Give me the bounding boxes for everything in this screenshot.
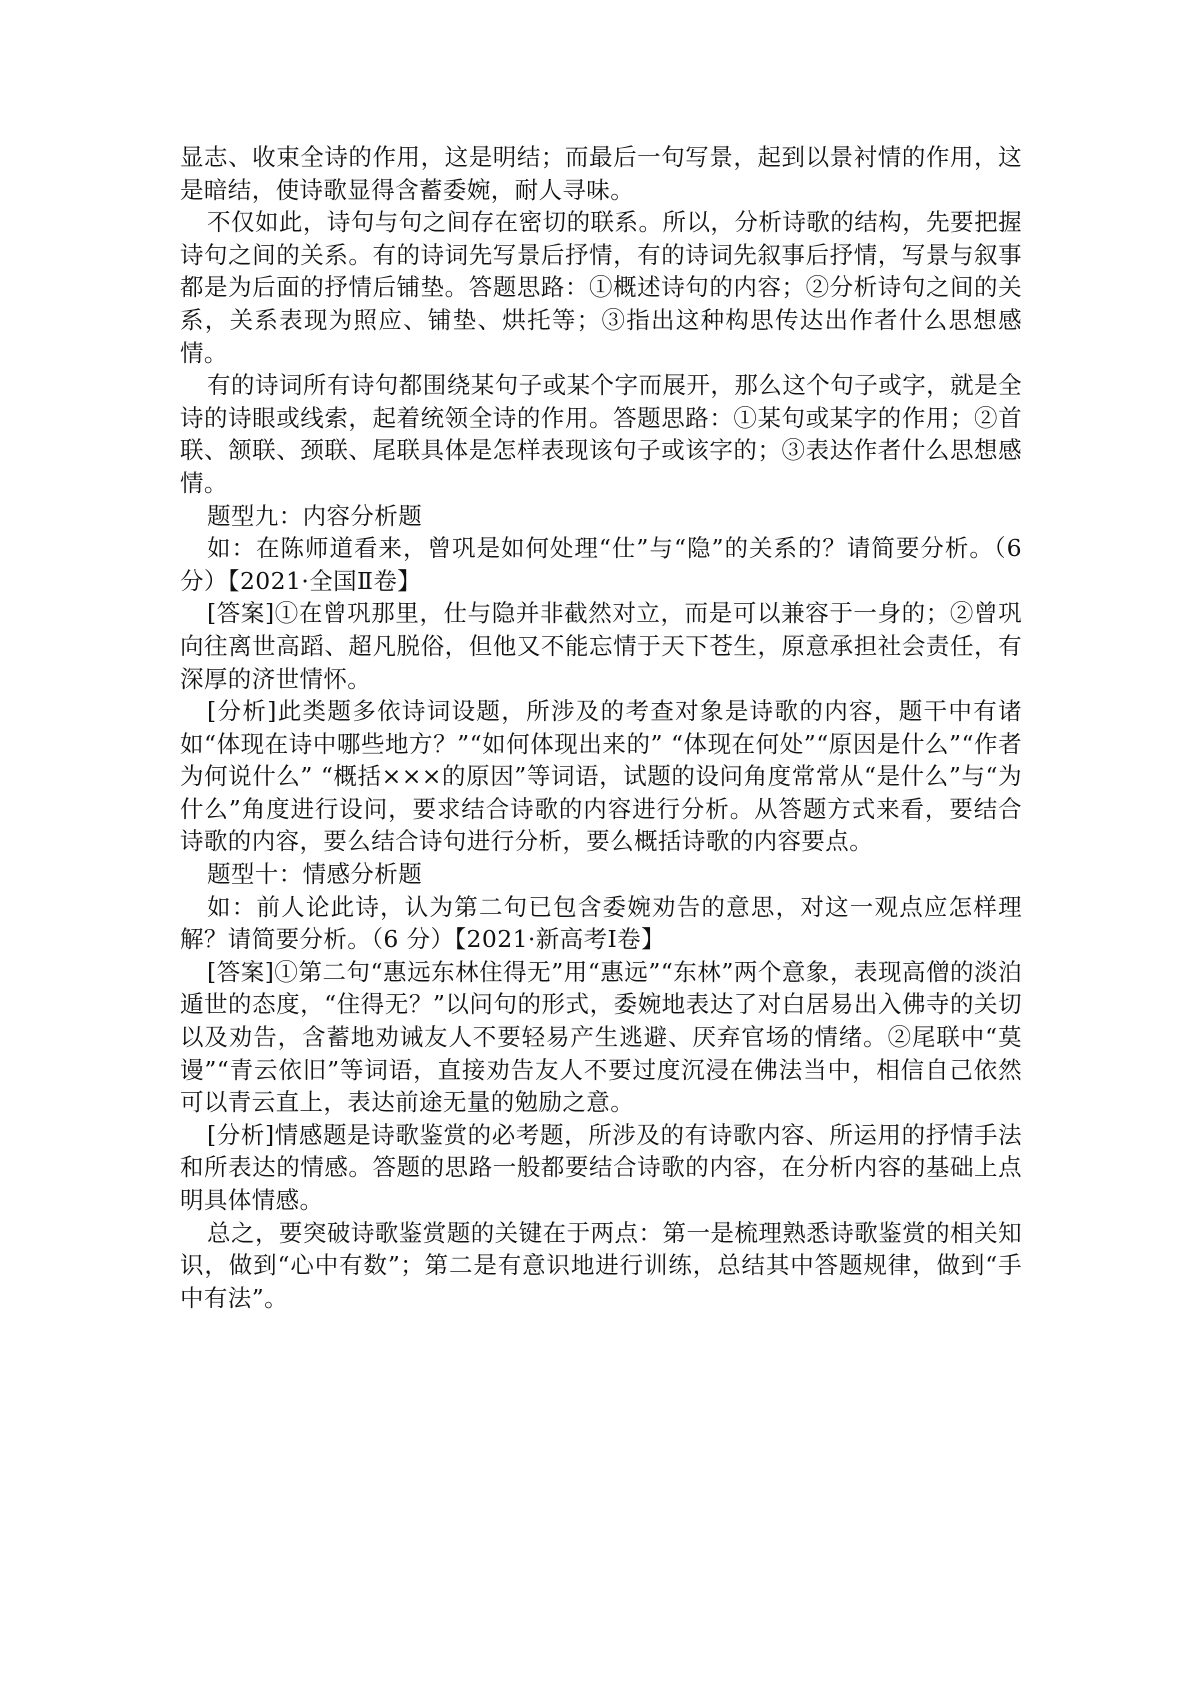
analysis-9: [分析]此类题多依诗词设题，所涉及的考查对象是诗歌的内容，题干中有诸如“体现在诗中哪些地方？”“如何体现出来的” “体现在何处”“原因是什么”“作者为何说什么” “概括×××的原因”等词语，试题的设问角度常常从“是什么”与“为什么”角度进行设问，要求结合诗歌的内容进行分析。从答题方式来看，要结合诗歌的内容，要么结合诗句进行分析，要么概括诗歌的内容要点。 xyxy=(180,697,1022,856)
example-question-10: 如：前人论此诗，认为第二句已包含委婉劝告的意思，对这一观点应怎样理解？请简要分析。（6 分）【2021·新高考Ⅰ卷】 xyxy=(180,892,1022,954)
answer-9: [答案]①在曾巩那里，仕与隐并非截然对立，而是可以兼容于一身的；②曾巩向往离世高蹈、超凡脱俗，但他又不能忘情于天下苍生，原意承担社会责任，有深厚的济世情怀。 xyxy=(180,599,1022,693)
document-body xyxy=(180,141,1022,1314)
analysis-10: [分析]情感题是诗歌鉴赏的必考题，所涉及的有诗歌内容、所运用的抒情手法和所表达的情感。答题的思路一般都要结合诗歌的内容，在分析内容的基础上点明具体情感。 xyxy=(180,1120,1022,1214)
answer-10: [答案]①第二句“惠远东林住得无”用“惠远”“东林”两个意象，表现高僧的淡泊遁世的态度，“住得无？”以问句的形式，委婉地表达了对白居易出入佛寺的关切以及劝告，含蓄地劝诫友人不要轻易产生逃避、厌弃官场的情绪。②尾联中“莫谩”“青云依旧”等词语，直接劝告友人不要过度沉浸在佛法当中，相信自己依然可以青云直上，表达前途无量的勉励之意。 xyxy=(180,957,1022,1117)
paragraph-poem-eye: 有的诗词所有诗句都围绕某句子或某个字而展开，那么这个句子或字，就是全诗的诗眼或线索，起着统领全诗的作用。答题思路：①某句或某字的作用；②首联、颔联、颈联、尾联具体是怎样表现该句子或该字的；③表达作者什么思想感情。 xyxy=(180,371,1022,497)
paragraph-line-relations: 不仅如此，诗句与句之间存在密切的联系。所以，分析诗歌的结构，先要把握诗句之间的关系。有的诗词先写景后抒情，有的诗词先叙事后抒情，写景与叙事都是为后面的抒情后铺垫。答题思路：①概述诗句的内容；②分析诗句之间的关系，关系表现为照应、铺垫、烘托等；③指出这种构思传达出作者什么思想感情。 xyxy=(180,208,1022,367)
heading-question-type-9: 题型九：内容分析题 xyxy=(207,501,423,530)
heading-question-type-10: 题型十：情感分析题 xyxy=(207,860,423,889)
example-question-9: 如：在陈师道看来，曾巩是如何处理“仕”与“隐”的关系的？请简要分析。（6 分）【2021·全国Ⅱ卷】 xyxy=(180,534,1022,595)
paragraph-structure-ending: 显志、收束全诗的作用，这是明结；而最后一句写景，起到以景衬情的作用，这是暗结，使诗歌显得含蓄委婉，耐人寻味。 xyxy=(180,143,1022,204)
paragraph-conclusion: 总之，要突破诗歌鉴赏题的关键在于两点：第一是梳理熟悉诗歌鉴赏的相关知识，做到“心中有数”；第二是有意识地进行训练，总结其中答题规律，做到“手中有法”。 xyxy=(180,1218,1022,1312)
